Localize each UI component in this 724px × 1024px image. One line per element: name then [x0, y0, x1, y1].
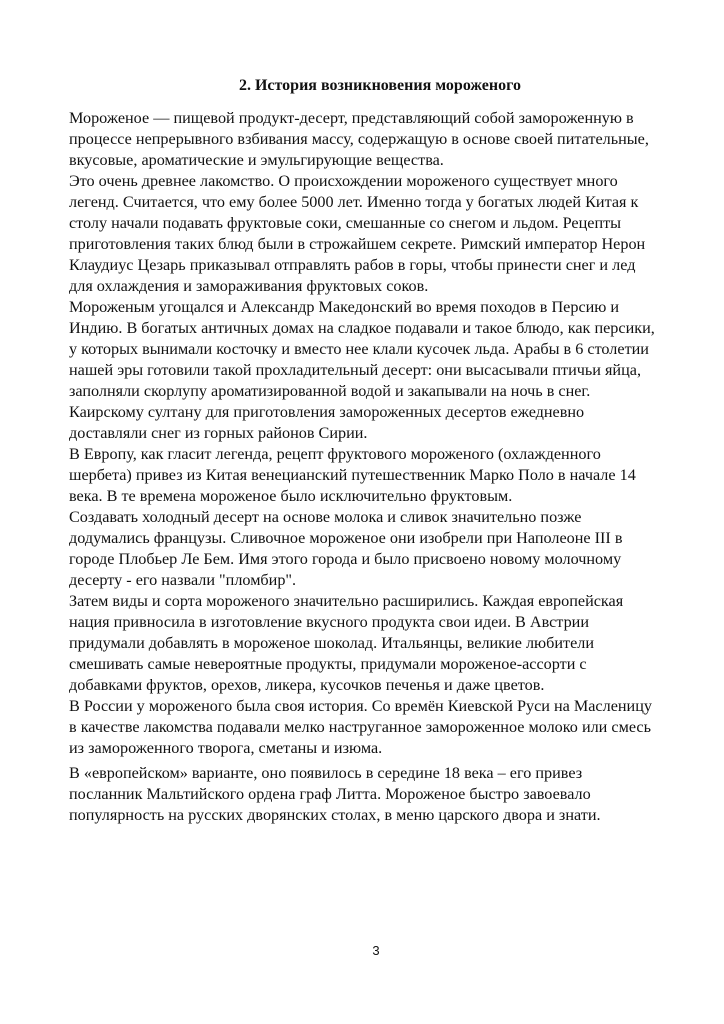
text-line: из замороженного творога, сметаны и изюма. — [69, 739, 383, 757]
text-line: додумались французы. Сливочное мороженое они изобрели при Наполеоне III в — [69, 529, 623, 547]
paragraph — [69, 696, 689, 759]
text-line: смешивать самые невероятные продукты, придумали мороженое-ассорти с — [69, 655, 587, 673]
text-line: Это очень древнее лакомство. О происхождении мороженого существует много — [69, 172, 618, 190]
text-line: процессе непрерывного взбивания массу, содержащую в основе своей питательные, — [69, 130, 649, 148]
text-line: добавками фруктов, орехов, ликера, кусочков печенья и даже цветов. — [69, 676, 545, 694]
text-line: городе Плобьер Ле Бем. Имя этого города и было присвоено новому молочному — [69, 550, 622, 568]
text-line: Каирскому султану для приготовления замороженных десертов ежедневно — [69, 403, 585, 421]
text-line: Мороженым угощался и Александр Македонский во время походов в Персию и — [69, 298, 620, 316]
document-body — [69, 108, 689, 826]
text-line: Индию. В богатых античных домах на сладкое подавали и такое блюдо, как персики, — [69, 319, 655, 337]
text-line: Затем виды и сорта мороженого значительно расширились. Каждая европейская — [69, 592, 624, 610]
text-line: нашей эры готовили такой прохладительный десерт: они высасывали птичьи яйца, — [69, 361, 641, 379]
text-line: В Европу, как гласит легенда, рецепт фруктового мороженого (охлажденного — [69, 445, 601, 463]
text-line: популярность на русских дворянских столах, в меню царского двора и знати. — [69, 806, 601, 824]
text-line: нация привносила в изготовление вкусного продукта свои идеи. В Австрии — [69, 613, 589, 631]
text-line: века. В те времена мороженое было исключительно фруктовым. — [69, 487, 513, 505]
paragraph — [69, 297, 689, 444]
text-line: в качестве лакомства подавали мелко наструганное замороженное молоко или смесь — [69, 718, 651, 736]
text-line: доставляли снег из горных районов Сирии. — [69, 424, 368, 442]
text-line: посланник Мальтийского ордена граф Литта. Мороженое быстро завоевало — [69, 785, 591, 803]
text-line: шербета) привез из Китая венецианский путешественник Марко Поло в начале 14 — [69, 466, 636, 484]
text-line: В России у мороженого была своя история. Со времён Киевской Руси на Масленицу — [69, 697, 652, 715]
paragraph — [69, 171, 689, 297]
text-line: Создавать холодный десерт на основе молока и сливок значительно позже — [69, 508, 582, 526]
paragraph — [69, 763, 689, 826]
text-line: В «европейском» варианте, оно появилось в середине 18 века – его привез — [69, 764, 583, 782]
text-line: придумали добавлять в мороженое шоколад. Итальянцы, великие любители — [69, 634, 595, 652]
text-line: столу начали подавать фруктовые соки, смешанные со снегом и льдом. Рецепты — [69, 214, 622, 232]
text-line: приготовления таких блюд были в строжайшем секрете. Римский император Нерон — [69, 235, 646, 253]
paragraph — [69, 444, 689, 507]
text-line: заполняли скорлупу ароматизированной водой и закапывали на ночь в снег. — [69, 382, 591, 400]
page-number: 3 — [372, 943, 380, 958]
paragraph — [69, 591, 689, 696]
text-line: легенд. Считается, что ему более 5000 лет. Именно тогда у богатых людей Китая к — [69, 193, 639, 211]
paragraph — [69, 507, 689, 591]
text-line: десерту - его назвали "пломбир". — [69, 571, 297, 589]
text-line: вкусовые, ароматические и эмульгирующие вещества. — [69, 151, 444, 169]
section-heading: 2. История возникновения мороженого — [238, 77, 521, 94]
text-line: Мороженое — пищевой продукт-десерт, представляющий собой замороженную в — [69, 109, 634, 127]
text-line: Клаудиус Цезарь приказывал отправлять рабов в горы, чтобы принести снег и лед — [69, 256, 636, 274]
text-line: у которых вынимали косточку и вместо нее клали кусочек льда. Арабы в 6 столетии — [69, 340, 649, 358]
paragraph — [69, 108, 689, 171]
text-line: для охлаждения и замораживания фруктовых соков. — [69, 277, 429, 295]
